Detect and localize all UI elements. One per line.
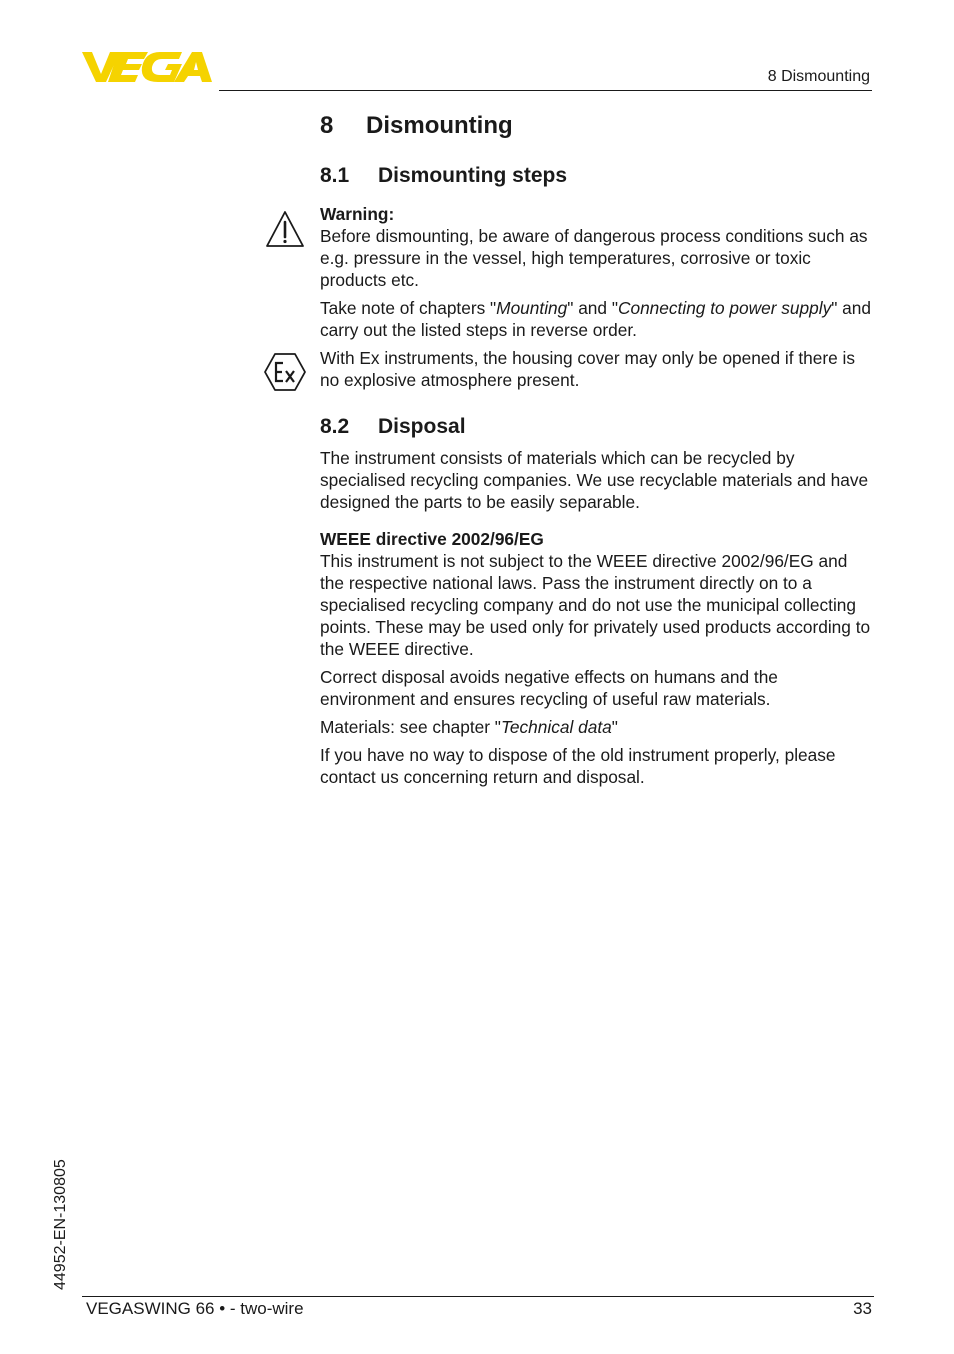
chapter-ref-mounting: Mounting xyxy=(496,298,568,318)
chapter-title: Dismounting xyxy=(366,112,513,139)
chapter-number: 8 xyxy=(320,112,334,139)
ex-protection-icon xyxy=(264,352,306,392)
materials-note: Materials: see chapter "Technical data" xyxy=(320,717,618,737)
chapter-heading xyxy=(320,112,513,140)
section-title: Dismounting steps xyxy=(378,164,568,187)
disposal-intro: The instrument consists of materials which can be recycled by specialised recycling companies. We use recyclable materials and have designed the parts to be easily separable. xyxy=(320,448,869,512)
weee-heading: WEEE directive 2002/96/EG xyxy=(320,529,544,549)
header-rule xyxy=(219,90,872,91)
page-number: 33 xyxy=(853,1299,872,1318)
section-heading-8-1 xyxy=(320,164,567,188)
warning-triangle-icon xyxy=(265,210,305,248)
vega-logo xyxy=(82,50,212,84)
section-number: 8.1 xyxy=(320,164,350,187)
warning-label: Warning: xyxy=(320,204,395,224)
mounting-note: Take note of chapters "Mounting" and "Connecting to power supply" and carry out the listed steps in reverse order. xyxy=(320,298,872,340)
correct-disposal-text: Correct disposal avoids negative effects on humans and the environment and ensures recycling of useful raw materials. xyxy=(320,667,778,709)
warning-text: Before dismounting, be aware of dangerous process conditions such as e.g. pressure in the vessel, high temperatures, corrosive or toxic products etc. xyxy=(320,226,868,290)
section-heading-8-2 xyxy=(320,415,466,439)
section-title: Disposal xyxy=(378,415,466,438)
chapter-ref-technical-data: Technical data xyxy=(500,717,612,737)
section-number: 8.2 xyxy=(320,415,350,438)
chapter-ref-power-supply: Connecting to power supply xyxy=(617,298,832,318)
contact-note: If you have no way to dispose of the old instrument properly, please contact us concerning return and disposal. xyxy=(320,745,836,787)
footer-product-title: VEGASWING 66 • - two-wire xyxy=(86,1299,304,1318)
running-header-section: 8 Dismounting xyxy=(767,68,870,85)
weee-text: This instrument is not subject to the WEEE directive 2002/96/EG and the respective national laws. Pass the instrument directly on to a specialised recycling company and do not use the municipal collecting points. These may be used only for privately used products according to the WEEE directive. xyxy=(320,551,871,659)
ex-instrument-note: With Ex instruments, the housing cover may only be opened if there is no explosive atmosphere present. xyxy=(320,348,856,390)
footer-rule xyxy=(82,1296,874,1297)
document-id: 44952-EN-130805 xyxy=(52,1159,69,1290)
